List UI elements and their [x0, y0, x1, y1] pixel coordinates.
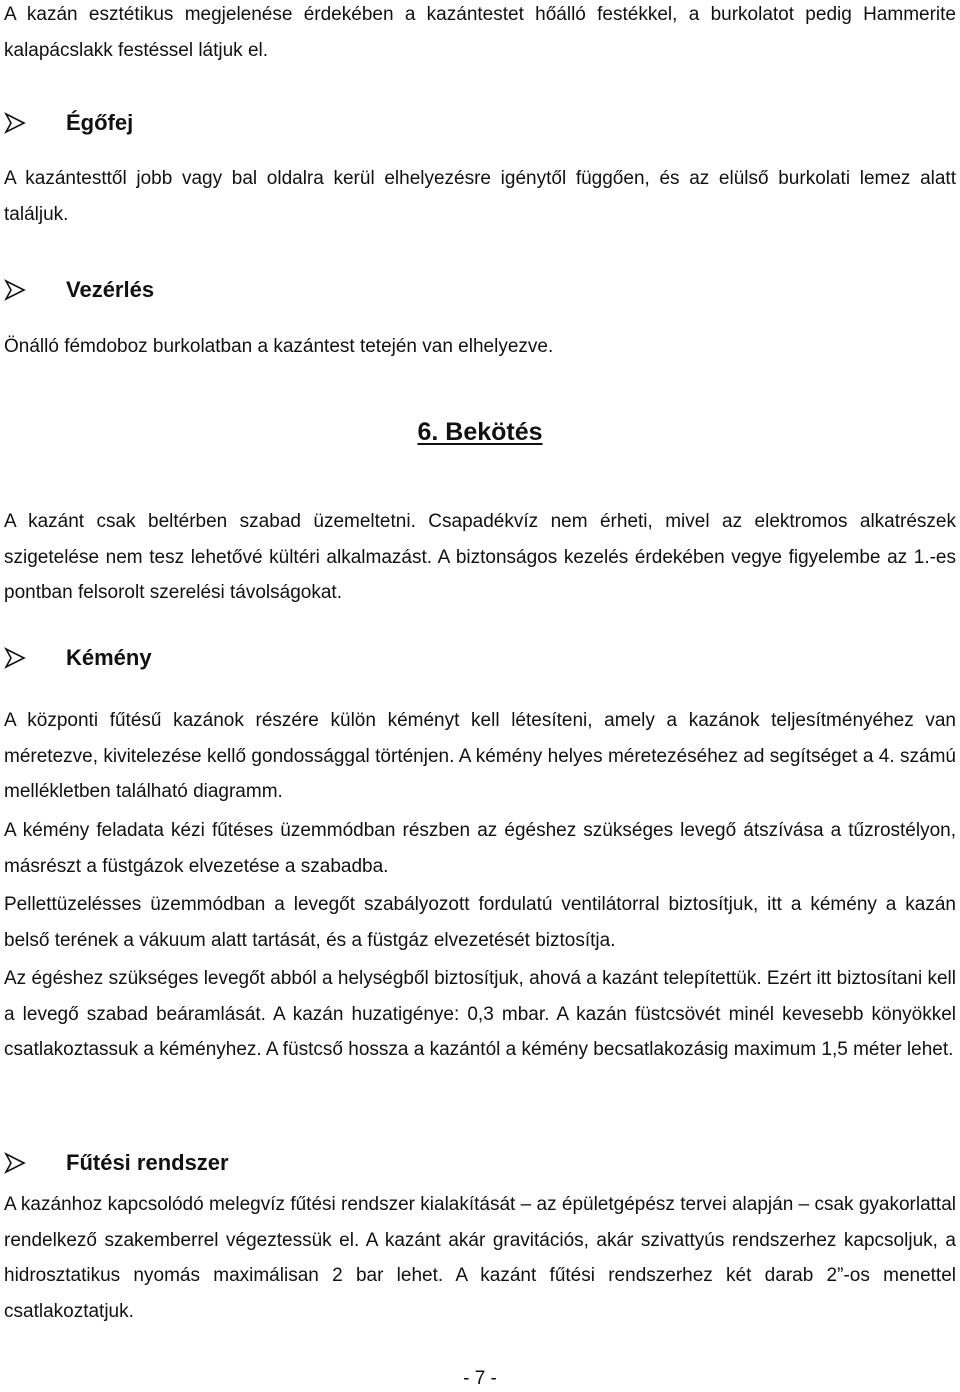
heading-kemeny: [4, 642, 152, 674]
heading-text: Vezérlés: [66, 277, 155, 302]
paragraph-vezerles: Önálló fémdoboz burkolatban a kazántest tetején van elhelyezve.: [4, 336, 554, 357]
heading-text: Kémény: [66, 645, 152, 670]
arrowhead-bullet-icon: [4, 279, 26, 301]
section-title: [0, 418, 960, 447]
heading-egofej: [4, 107, 133, 139]
arrowhead-bullet-icon: [4, 647, 26, 669]
heading-vezerles: [4, 274, 154, 306]
page-number: - 7 -: [463, 1368, 497, 1389]
paragraph-kemeny-3: Pellettüzelésses üzemmódban a levegőt szabályozott fordulatú ventilátorral biztosítjuk, itt a kémény a kazán belső terének a vákuum alatt tartását, és a füstgáz elvezetését biztosítja.: [4, 894, 956, 951]
paragraph-kemeny-2: A kémény feladata kézi fűtéses üzemmódban részben az égéshez szükséges levegő átszívása a tűzrostélyon, másrészt a füstgázok elvezetése a szabadba.: [4, 820, 956, 877]
paragraph-egofej: A kazántesttől jobb vagy bal oldalra kerül elhelyezésre igénytől függően, és az elülső burkolati lemez alatt találjuk.: [4, 168, 956, 225]
heading-futes: [4, 1147, 229, 1179]
heading-text: Fűtési rendszer: [66, 1150, 229, 1175]
paragraph-futes: A kazánhoz kapcsolódó melegvíz fűtési rendszer kialakítását – az épületgépész tervei alapján – csak gyakorlattal rendelkező szakemberrel végeztessük el. A kazánt akár gravitációs, akár szivattyús rendszerhez kapcsoljuk, a hidrosztatikus nyomás maximálisan 2 bar lehet. A kazánt fűtési rendszerhez két darab 2”-os menettel csatlakoztatjuk.: [4, 1194, 956, 1322]
paragraph-intro: A kazán esztétikus megjelenése érdekében a kazántestet hőálló festékkel, a burkolatot pedig Hammerite kalapácslakk festéssel látjuk el.: [4, 4, 956, 61]
paragraph-kemeny-4: Az égéshez szükséges levegőt abból a helységből biztosítjuk, ahová a kazánt telepítettük. Ezért itt biztosítani kell a levegő szabad beáramlását. A kazán huzatigénye: 0,3 mbar. A kazán füstcsövét minél kevesebb könyökkel csatlakoztassuk a kéményhez. A füstcső hossza a kazántól a kémény becsatlakozásig maximum 1,5 méter lehet.: [4, 968, 956, 1060]
paragraph-kemeny-1: A központi fűtésű kazánok részére külön kéményt kell létesíteni, amely a kazánok teljesítményéhez van méretezve, kivitelezése kellő gondossággal történjen. A kémény helyes méretezéséhez ad segítséget a 4. számú mellékletben található diagramm.: [4, 710, 956, 802]
paragraph-bekotes: A kazánt csak beltérben szabad üzemeltetni. Csapadékvíz nem érheti, mivel az elektromos alkatrészek szigetelése nem tesz lehetővé kültéri alkalmazást. A biztonságos kezelés érdekében vegye figyelembe az 1.-es pontban felsorolt szerelési távolságokat.: [4, 511, 956, 603]
heading-text: Égőfej: [66, 110, 134, 135]
arrowhead-bullet-icon: [4, 1152, 26, 1174]
section-title-text: 6. Bekötés: [417, 418, 543, 446]
arrowhead-bullet-icon: [4, 112, 26, 134]
